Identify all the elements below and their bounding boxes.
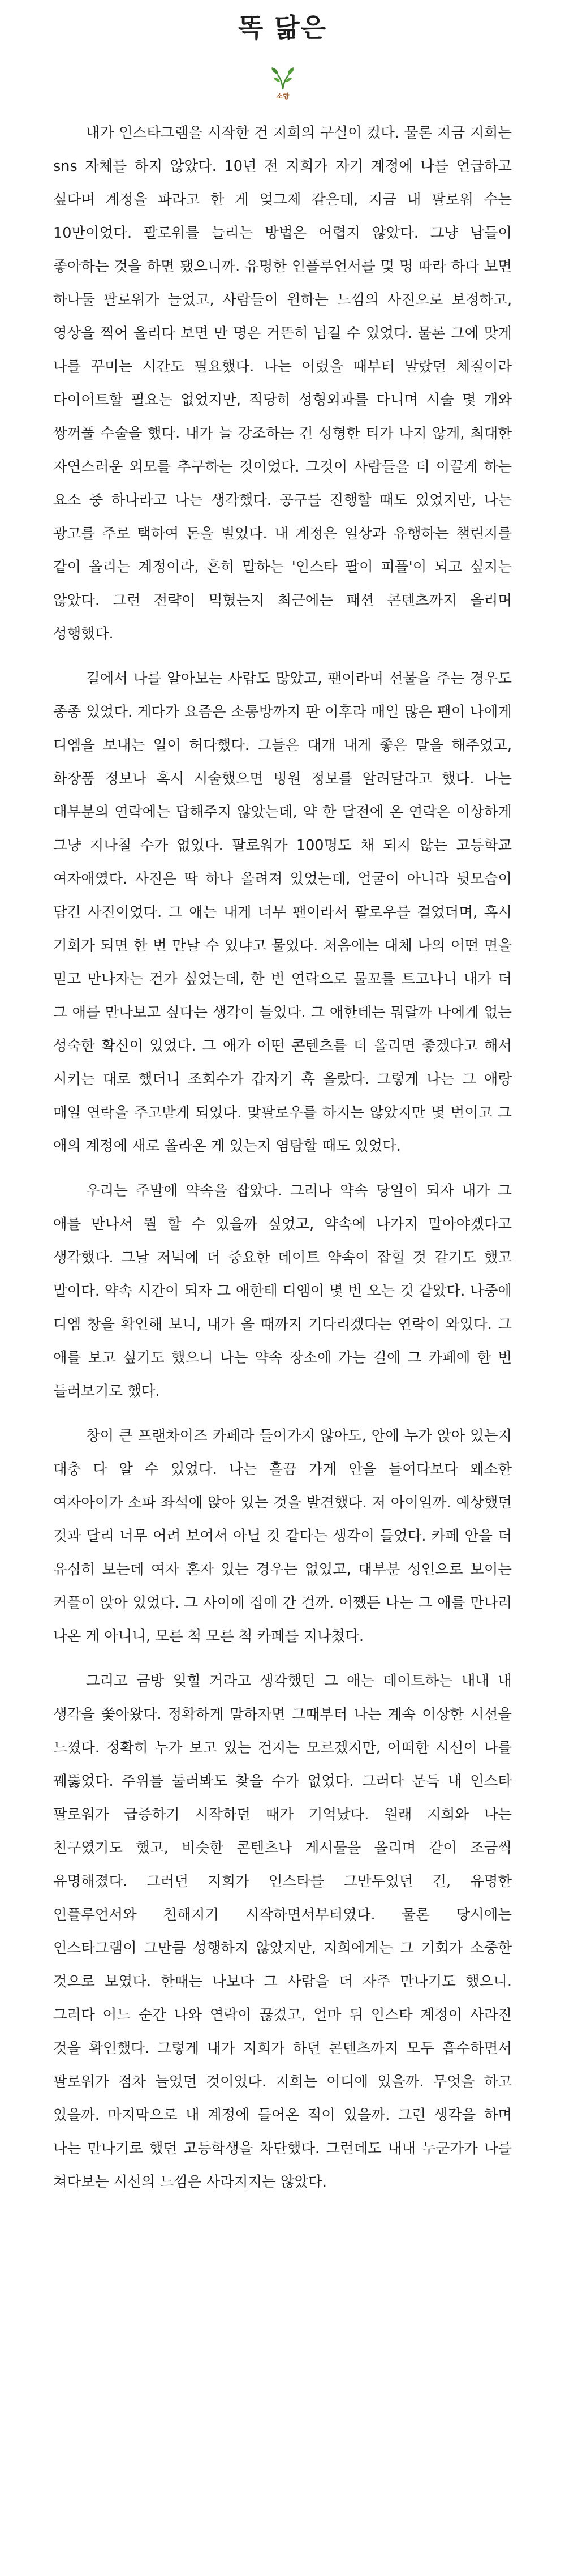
paragraph: 그리고 금방 잊힐 거라고 생각했던 그 애는 데이트하는 내내 내 생각을 쫓아왔다. 정확하게 말하자면 그때부터 나는 계속 이상한 시선을 느꼈다. 정확히 누가 보고 있는 건지는 모르겠지만, 어떠한 시선이 나를 꿰뚫었다. 주위를 둘러봐도 찾을 수가 없었다. 그러다 문득 내 인스타 팔로워가 급증하기 시작하던 때가 기억났다. 원래 지희와 나는 친구였기도 했고, 비슷한 콘텐츠나 게시물을 올리며 같이 조금씩 유명해졌다. 그러던 지희가 인스타를 그만두었던 건, 유명한 인플루언서와 친해지기 시작하면서부터였다. 물론 당시에는 인스타그램이 그만큼 성행하지 않았지만, 지희에게는 그 기회가 소중한 것으로 보였다. 한때는 나보다 그 사람을 더 자주 만나기도 했으니. 그러다 어느 순간 나와 연락이 끊겼고, 얼마 뒤 인스타 계정이 사라진 것을 확인했다. 그렇게 내가 지희가 하던 콘텐츠까지 모두 흡수하면서 팔로워가 점차 늘었던 것이었다. 지희는 어디에 있을까. 무엇을 하고 있을까. 마지막으로 내 계정에 들어온 적이 있을까. 그런 생각을 하며 나는 만나기로 했던 고등학생을 차단했다. 그런데도 내내 누군가가 나를 쳐다보는 시선의 느낌은 사라지지는 않았다. bbox=[53, 1673, 512, 2191]
document-title: 똑 닮은 bbox=[238, 12, 327, 43]
paragraph: 내가 인스타그램을 시작한 건 지희의 구실이 컸다. 물론 지금 지희는 sns 자체를 하지 않았다. 10년 전 지희가 자기 계정에 나를 언급하고 싶다며 계정을 파라고 한 게 엊그제 같은데, 지금 내 팔로워 수는 10만이었다. 팔로워를 늘리는 방법은 어렵지 않았다. 그냥 남들이 좋아하는 것을 하면 됐으니까. 유명한 인플루언서를 몇 명 따라 하다 보면 하나둘 팔로워가 늘었고, 사람들이 원하는 느낌의 사진으로 보정하고, 영상을 찍어 올리다 보면 만 명은 거뜬히 넘길 수 있었다. 물론 그에 맞게 나를 꾸미는 시간도 필요했다. 나는 어렸을 때부터 말랐던 체질이라 다이어트할 필요는 없었지만, 적당히 성형외과를 다니며 시술 몇 개와 쌍꺼풀 수술을 했다. 내가 늘 강조하는 건 성형한 티가 나지 않게, 최대한 자연스러운 외모를 추구하는 것이었다. 그것이 사람들을 더 이끌게 하는 요소 중 하나라고 나는 생각했다. 공구를 진행할 때도 있었지만, 나는 광고를 주로 택하여 돈을 벌었다. 내 계정은 일상과 유행하는 챌린지를 같이 올리는 계정이라, 흔히 말하는 '인스타 팔이 피플'이 되고 싶지는 않았다. 그런 전략이 먹혔는지 최근에는 패션 콘텐츠까지 올리며 성행했다. bbox=[53, 125, 512, 642]
paragraph: 길에서 나를 알아보는 사람도 많았고, 팬이라며 선물을 주는 경우도 종종 있었다. 게다가 요즘은 소통방까지 판 이후라 매일 많은 팬이 나에게 디엠을 보내는 일이 허다했다. 그들은 대개 내게 좋은 말을 해주었고, 화장품 정보나 혹시 시술했으면 병원 정보를 알려달라고 했다. 나는 대부분의 연락에는 답해주지 않았는데, 약 한 달전에 온 연락은 이상하게 그냥 지나칠 수가 없었다. 팔로워가 100명도 채 되지 않는 고등학교 여자애였다. 사진은 딱 하나 올려져 있었는데, 얼굴이 아니라 뒷모습이 담긴 사진이었다. 그 애는 내게 너무 팬이라서 팔로우를 걸었더며, 혹시 기회가 되면 한 번 만날 수 있냐고 물었다. 처음에는 대체 나의 어떤 면을 믿고 만나자는 건가 싶었는데, 한 번 연락으로 물꼬를 트고나니 내가 더 그 애를 만나보고 싶다는 생각이 들었다. 그 애한테는 뭐랄까 나에게 없는 성숙한 확신이 있었다. 그 애가 어떤 콘텐츠를 더 올리면 좋겠다고 해서 시키는 대로 했더니 조회수가 갑자기 훅 올랐다. 그렇게 나는 그 애랑 매일 연락을 주고받게 되었다. 맞팔로우를 하지는 않았지만 몇 번이고 그 애의 계정에 새로 올라온 게 있는지 염탐할 때도 있었다. bbox=[53, 670, 512, 1155]
author-logo bbox=[53, 57, 512, 111]
story-body bbox=[53, 111, 512, 2199]
paragraph: 우리는 주말에 약속을 잡았다. 그러나 약속 당일이 되자 내가 그 애를 만나서 뭘 할 수 있을까 싶었고, 약속에 나가지 말아야겠다고 생각했다. 그날 저녁에 더 중요한 데이트 약속이 잡힐 것 같기도 했고 말이다. 약속 시간이 되자 그 애한테 디엠이 몇 번 오는 것 같았다. 나중에 디엠 창을 확인해 보니, 내가 올 때까지 기다리겠다는 연락이 와있다. 그 애를 보고 싶기도 했으니 나는 약속 장소에 가는 길에 그 카페에 한 번 들러보기로 했다. bbox=[53, 1182, 512, 1400]
sprout-icon bbox=[270, 67, 296, 101]
logo-text: 소향 bbox=[275, 92, 290, 100]
paragraph: 창이 큰 프랜차이즈 카페라 들어가지 않아도, 안에 누가 앉아 있는지 대충 다 알 수 있었다. 나는 흘끔 가게 안을 들여다보다 왜소한 여자아이가 소파 좌석에 앉아 있는 것을 발견했다. 저 아이일까. 예상했던 것과 달리 너무 어려 보여서 아닐 것 같다는 생각이 들었다. 카페 안을 더 유심히 보는데 여자 혼자 있는 경우는 없었고, 대부분 성인으로 보이는 커플이 앉아 있었다. 그 사이에 집에 간 걸까. 어쨌든 나는 그 애를 만나러 나온 게 아니니, 모른 척 모른 척 카페를 지나쳤다. bbox=[53, 1428, 512, 1645]
